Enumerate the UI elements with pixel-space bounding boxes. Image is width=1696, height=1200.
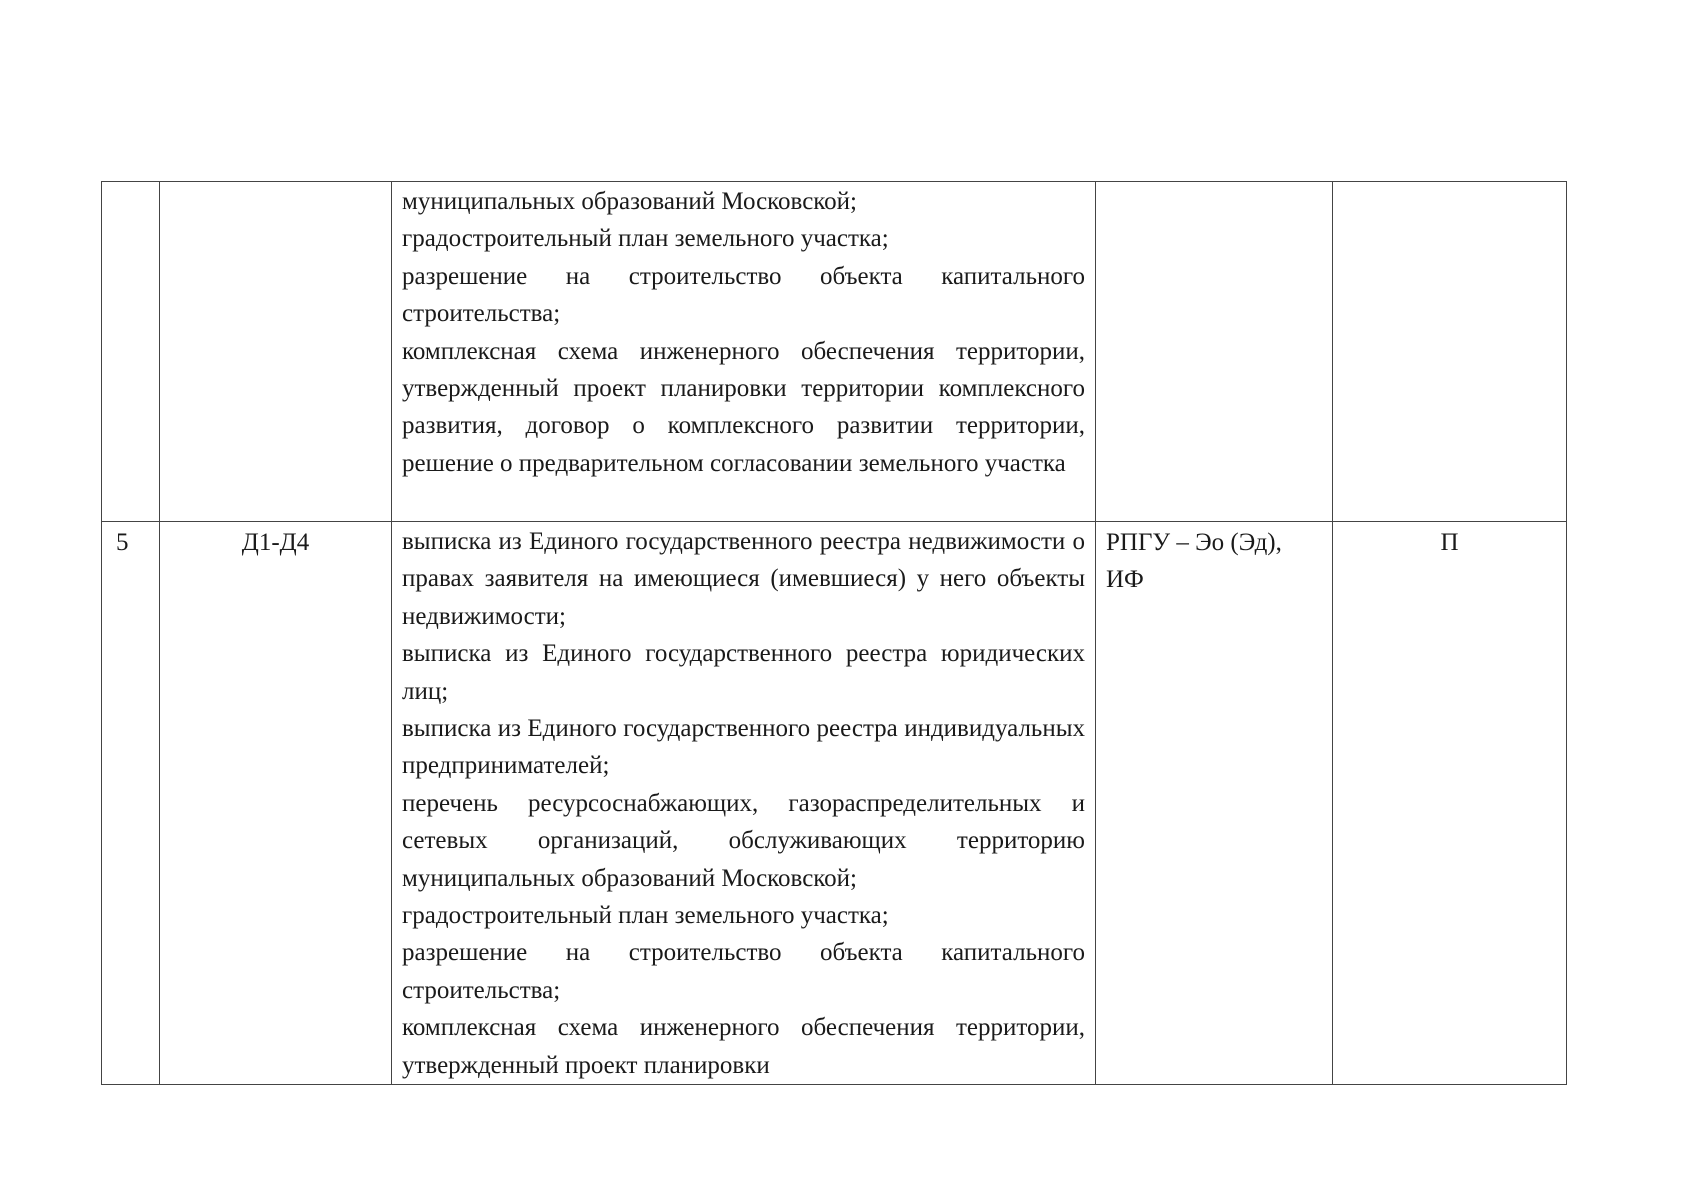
- row-number-cell: 5: [102, 522, 160, 1085]
- form-cell: [1333, 182, 1567, 522]
- document-item: перечень ресурсоснабжающих, газораспределительных и сетевых организаций, обслуживающих территорию муниципальных образований Московской;: [402, 789, 1085, 892]
- document-item: комплексная схема инженерного обеспечения территории, утвержденный проект планировки: [402, 1014, 1085, 1079]
- document-item: муниципальных образований Московской;: [402, 188, 857, 215]
- form-cell: П: [1333, 522, 1567, 1085]
- document-item: разрешение на строительство объекта капитального строительства;: [402, 939, 1085, 1004]
- document-item: градостроительный план земельного участка;: [402, 902, 889, 930]
- source-cell: [1096, 182, 1333, 522]
- documents-table: [101, 181, 1567, 1085]
- document-item: комплексная схема инженерного обеспечения территории, утвержденный проект планировки территории комплексного развития, договор о комплексного развитии территории, решение о предварительном согласовании земельного участка: [402, 337, 1085, 477]
- document-item: выписка из Единого государственного реестра индивидуальных предпринимателей;: [402, 715, 1085, 780]
- document-item: разрешение на строительство объекта капитального строительства;: [402, 262, 1085, 328]
- source-cell: РПГУ – Эо (Эд), ИФ: [1096, 522, 1333, 1085]
- document-item: градостроительный план земельного участка;: [402, 225, 889, 253]
- documents-list-cell: [392, 182, 1096, 522]
- document-item: выписка из Единого государственного реестра юридических лиц;: [402, 640, 1085, 705]
- document-item: выписка из Единого государственного реестра недвижимости о правах заявителя на имеющиеся (имевшиеся) у него объекты недвижимости;: [402, 528, 1085, 630]
- table-row: [102, 182, 1567, 522]
- document-codes-cell: Д1-Д4: [160, 522, 392, 1085]
- table-row: [102, 522, 1567, 1085]
- documents-list-cell: [392, 522, 1096, 1085]
- row-number-cell: [102, 182, 160, 522]
- document-codes-cell: [160, 182, 392, 522]
